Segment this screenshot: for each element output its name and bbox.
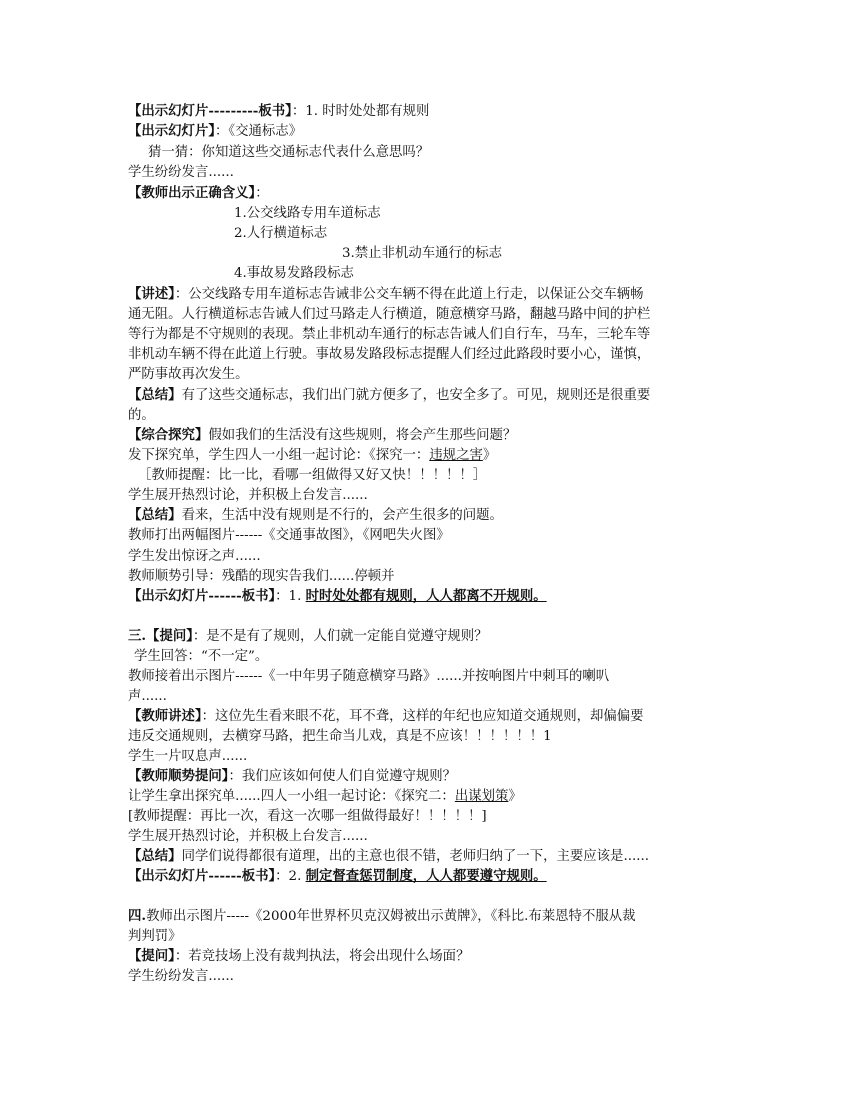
doc-line: 【教师讲述】：这位先生看来眼不花，耳不聋，这样的年纪也应知道交通规则，却偏偏要 (128, 708, 644, 724)
bold-label: 【总结】 (128, 848, 182, 864)
bold-label: 【提问】 (128, 948, 175, 964)
doc-line: 【出示幻灯片------板书】：1. 时时处处都有规则，人人都离不开规则。 (128, 588, 547, 604)
doc-line: 等行为都是不守规则的表现。禁止非机动车通行的标志告诫人们自行车，马车，三轮车等 (128, 327, 651, 342)
doc-line: 【出示幻灯片---------板书】：1. 时时处处都有规则 (128, 103, 430, 119)
doc-line: 教师顺势引导：残酷的现实告我们......停顿并 (128, 569, 395, 584)
section-heading: 四.教师出示图片-----《2000年世界杯贝克汉姆被出示黄牌》，《科比.布莱恩特不服从裁 (128, 908, 636, 924)
doc-line: 教师接着出示图片------《一中年男子随意横穿马路》......并按响图片中刺耳的喇叭 (128, 669, 610, 684)
doc-line: ［教师提醒：比一比，看哪一组做得又好又快！！！！！］ (138, 468, 487, 483)
doc-line: 【总结】同学们说得都很有道理，出的主意也很不错，老师归纳了一下，主要应该是...... (128, 848, 649, 864)
board-highlight: 制定督查惩罚制度，人人都要遵守规则。 (305, 868, 547, 884)
doc-line: 【教师出示正确含义】： (128, 185, 269, 201)
bold-label: 【讲述】 (128, 286, 175, 302)
doc-line: 学生回答：“不一定”。 (134, 649, 269, 664)
section-heading: 三.【提问】：是不是有了规则，人们就一定能自觉遵守规则？ (128, 628, 488, 644)
doc-line: 学生展开热烈讨论，并积极上台发言...... (128, 488, 368, 503)
doc-line: 违反交通规则，去横穿马路，把生命当儿戏，真是不应该！！！！！！1 (128, 729, 552, 744)
bold-label: 【总结】 (128, 507, 182, 523)
list-item: 2.人行横道标志 (234, 226, 328, 241)
bold-label: 【教师顺势提问】 (128, 768, 229, 784)
doc-line: 【提问】：若竞技场上没有裁判执法，将会出现什么场面？ (128, 948, 470, 964)
doc-line: 【总结】看来，生活中没有规则是不行的，会产生很多的问题。 (128, 507, 503, 523)
bold-label: 【出示幻灯片------板书】 (128, 868, 276, 884)
doc-line: 通无阻。人行横道标志告诫人们过马路走人行横道，随意横穿马路，翻越马路中间的护栏 (128, 307, 651, 322)
doc-line: 让学生拿出探究单......四人一小组一起讨论：《探究二：出谋划策》 (128, 789, 522, 804)
bold-label: 【教师讲述】 (128, 708, 202, 724)
board-highlight: 时时处处都有规则，人人都离不开规则。 (305, 588, 547, 604)
doc-line: 教师打出两幅图片------《交通事故图》，《网吧失火图》 (128, 528, 450, 543)
doc-line: 非机动车辆不得在此道上行驶。事故易发路段标志提醒人们经过此路段时要小心，谨慎， (128, 347, 651, 362)
bold-label: 【综合探究】 (128, 427, 209, 443)
doc-line: 【出示幻灯片------板书】：2. 制定督查惩罚制度，人人都要遵守规则。 (128, 868, 547, 884)
underlined-title: 违规之害 (429, 448, 483, 463)
doc-line: 【总结】有了这些交通标志，我们出门就方便多了，也安全多了。可见，规则还是很重要 (128, 387, 651, 403)
doc-line: 猜一猜：你知道这些交通标志代表什么意思吗？ (148, 145, 430, 160)
list-item: 1.公交线路专用车道标志 (234, 206, 381, 221)
bold-label: 四. (128, 908, 147, 924)
bold-label: 【出示幻灯片------板书】 (128, 588, 276, 604)
bold-label: 【出示幻灯片】 (128, 123, 216, 139)
doc-line: 发下探究单，学生四人一小组一起讨论：《探究一：违规之害》 (128, 448, 497, 463)
doc-line: 学生纷纷发言...... (128, 969, 234, 984)
bold-label: 【总结】 (128, 387, 182, 403)
doc-line: 【讲述】：公交线路专用车道标志告诫非公交车辆不得在此道上行走，以保证公交车辆畅 (128, 286, 644, 302)
doc-line: 学生一片叹息声...... (128, 749, 248, 764)
doc-line: 的。 (128, 408, 155, 423)
doc-line: 严防事故再次发生。 (128, 367, 249, 382)
doc-line: 学生纷纷发言...... (128, 165, 234, 180)
doc-line: 【综合探究】假如我们的生活没有这些规则，将会产生那些问题？ (128, 427, 517, 443)
doc-line: 判判罚》 (128, 929, 182, 944)
list-item: 4.事故易发路段标志 (234, 266, 354, 281)
bold-label: 三.【提问】 (128, 628, 193, 644)
doc-line: [教师提醒：再比一次，看这一次哪一组做得最好！！！！！] (128, 809, 487, 824)
doc-line: 声...... (128, 689, 167, 704)
doc-line: 【教师顺势提问】：我们应该如何使人们自觉遵守规则？ (128, 768, 457, 784)
bold-label: 【出示幻灯片---------板书】 (128, 103, 292, 119)
doc-line: 【出示幻灯片】：《交通标志》 (128, 123, 303, 139)
underlined-title: 出谋划策 (454, 789, 509, 804)
doc-line: 学生展开热烈讨论，并积极上台发言...... (128, 829, 368, 844)
list-item: 3.禁止非机动车通行的标志 (342, 246, 503, 261)
doc-line: 学生发出惊讶之声...... (128, 549, 261, 564)
bold-label: 【教师出示正确含义】 (128, 185, 256, 201)
